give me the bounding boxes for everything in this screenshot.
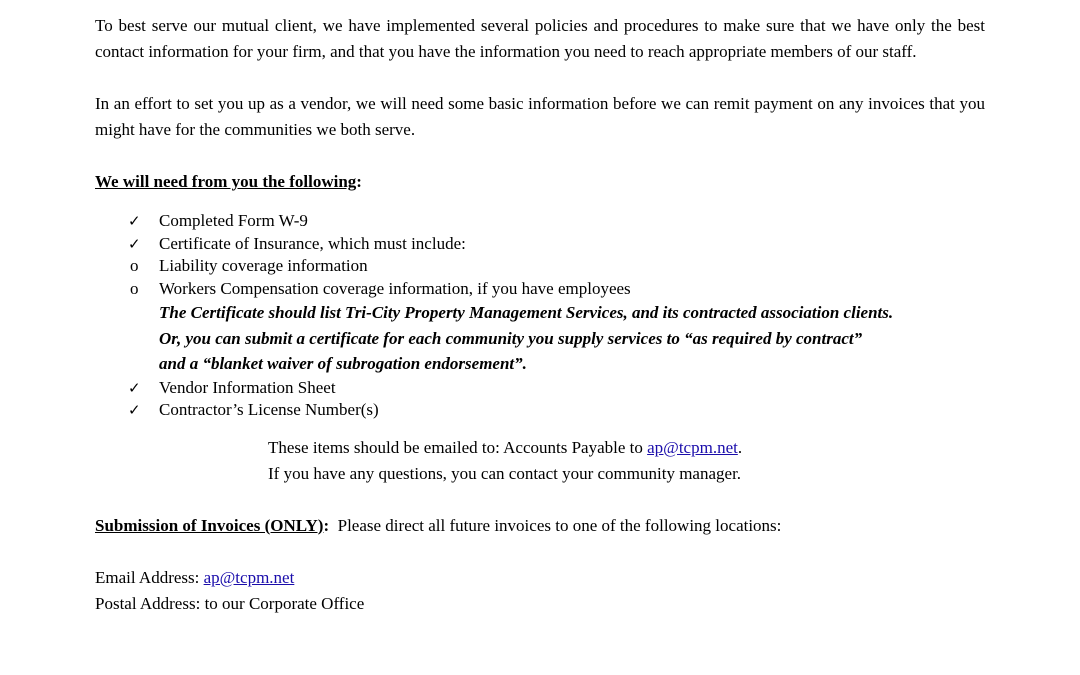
invoices-text: Please direct all future invoices to one of the following locations: xyxy=(337,515,782,535)
list-item-text: Certificate of Insurance, which must include: xyxy=(159,233,466,253)
ap-email-link[interactable]: ap@tcpm.net xyxy=(647,437,738,457)
certificate-note-line-2: Or, you can submit a certificate for each community you supply services to “as required by contract” xyxy=(159,328,863,348)
spacer xyxy=(95,487,985,513)
invoices-heading-colon: : xyxy=(323,515,330,535)
checkmark-icon: ✓ xyxy=(128,401,141,419)
contact-block xyxy=(95,435,985,487)
contact-line-2: If you have any questions, you can contact your community manager. xyxy=(268,463,742,483)
list-item xyxy=(95,210,985,233)
checkmark-icon: ✓ xyxy=(128,378,141,397)
postal-address-label: Postal Address: xyxy=(95,593,205,613)
requirements-heading xyxy=(95,169,985,195)
invoices-paragraph xyxy=(95,513,985,539)
requirements-heading-colon: : xyxy=(356,172,362,191)
document-page xyxy=(95,13,985,617)
requirements-list-continued xyxy=(95,377,985,422)
spacer xyxy=(95,539,985,565)
list-item xyxy=(95,377,985,400)
circle-bullet-icon: o xyxy=(130,278,139,298)
certificate-note-line-1: The Certificate should list Tri-City Property Management Services, and its contracted association clients. xyxy=(159,303,894,322)
email-address-label: Email Address: xyxy=(95,567,204,587)
postal-address-value: to our Corporate Office xyxy=(204,593,365,613)
intro-paragraph-2: In an effort to set you up as a vendor, we will need some basic information before we can remit payment on any invoices that you might have for the communities we both serve. xyxy=(95,94,985,139)
certificate-note-line-3: and a “blanket waiver of subrogation endorsement”. xyxy=(159,354,527,373)
list-item xyxy=(95,233,985,256)
list-item-text: Workers Compensation coverage information, if you have employees xyxy=(159,278,631,298)
list-item xyxy=(95,278,985,301)
list-item xyxy=(95,399,985,422)
list-item-text: Liability coverage information xyxy=(159,256,368,275)
circle-bullet-icon: o xyxy=(130,256,139,275)
list-item xyxy=(95,255,985,278)
contact-line-1-suffix: . xyxy=(737,437,743,457)
requirements-heading-text: We will need from you the following xyxy=(95,172,357,191)
list-item-text: Contractor’s License Number(s) xyxy=(159,400,379,419)
requirements-list xyxy=(95,210,985,300)
postal-address-line xyxy=(95,591,985,617)
list-item-text: Completed Form W-9 xyxy=(159,211,308,230)
checkmark-icon: ✓ xyxy=(128,212,141,230)
email-address-line xyxy=(95,565,985,591)
invoice-email-link[interactable]: ap@tcpm.net xyxy=(203,567,295,587)
spacer xyxy=(95,65,985,91)
list-item-text: Vendor Information Sheet xyxy=(159,377,336,397)
invoices-heading: Submission of Invoices (ONLY) xyxy=(95,515,324,535)
contact-line-1-prefix: These items should be emailed to: Accounts Payable to xyxy=(268,437,648,457)
spacer xyxy=(95,143,985,169)
checkmark-icon: ✓ xyxy=(128,234,141,253)
contact-line-1 xyxy=(268,435,985,461)
intro-paragraph-1: To best serve our mutual client, we have implemented several policies and procedures to make sure that we have only the best contact information for your firm, and that you have the information you need to reach appropriate members of our staff. xyxy=(95,16,985,61)
